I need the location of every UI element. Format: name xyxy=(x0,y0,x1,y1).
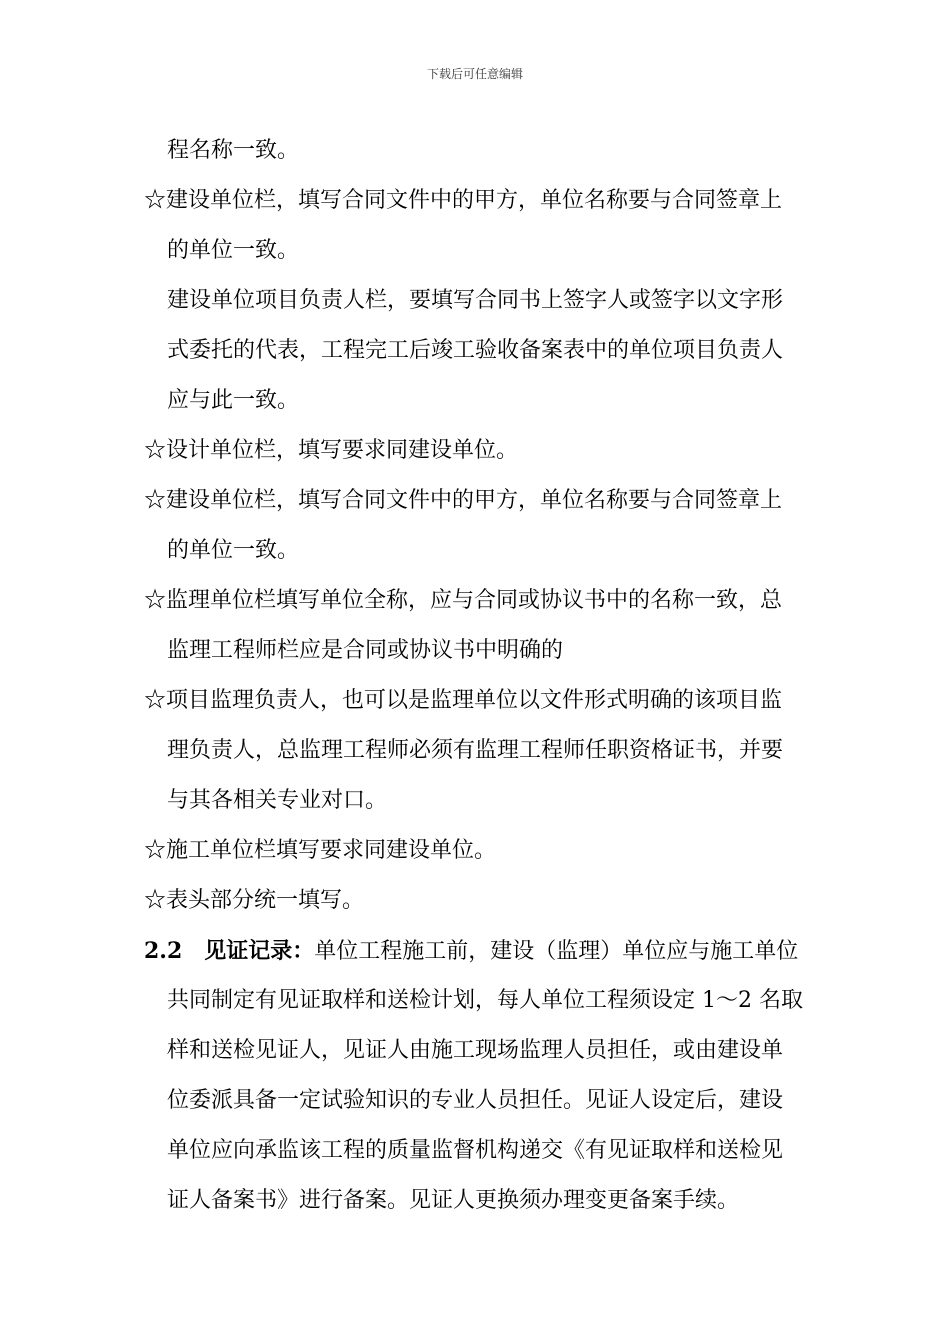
text-line: 监理工程师栏应是合同或协议书中明确的 xyxy=(167,638,564,663)
section-text-line: 共同制定有见证取样和送检计划，每人单位工程须设定 1～2 名取 xyxy=(167,988,803,1013)
page-header: 下载后可任意编辑 xyxy=(426,67,523,81)
section-title: 见证记录： xyxy=(204,938,315,964)
section-heading-line xyxy=(144,934,798,968)
text-line: 式委托的代表，工程完工后竣工验收备案表中的单位项目负责人 xyxy=(167,338,784,363)
bullet-line: ☆建设单位栏，填写合同文件中的甲方，单位名称要与合同签章上 xyxy=(144,188,783,213)
text-line: 建设单位项目负责人栏，要填写合同书上签字人或签字以文字形 xyxy=(167,288,784,313)
text-line: 与其各相关专业对口。 xyxy=(167,788,388,813)
section-number: 2.2 xyxy=(144,938,183,964)
bullet-line: ☆设计单位栏，填写要求同建设单位。 xyxy=(144,438,519,463)
bullet-line: ☆项目监理负责人，也可以是监理单位以文件形式明确的该项目监 xyxy=(144,688,783,713)
bullet-line: ☆施工单位栏填写要求同建设单位。 xyxy=(144,838,497,863)
text-line: 的单位一致。 xyxy=(167,238,300,263)
bullet-line: ☆建设单位栏，填写合同文件中的甲方，单位名称要与合同签章上 xyxy=(144,488,783,513)
section-text-line: 证人备案书》进行备案。见证人更换须办理变更备案手续。 xyxy=(167,1188,740,1213)
text-line: 的单位一致。 xyxy=(167,538,300,563)
text-line: 应与此一致。 xyxy=(167,388,300,413)
section-text-line: 位委派具备一定试验知识的专业人员担任。见证人设定后，建设 xyxy=(167,1088,784,1113)
text-line: 理负责人，总监理工程师必须有监理工程师任职资格证书，并要 xyxy=(167,738,784,763)
section-text-line: 单位应向承监该工程的质量监督机构递交《有见证取样和送检见 xyxy=(167,1138,784,1163)
bullet-line: ☆监理单位栏填写单位全称，应与合同或协议书中的名称一致，总 xyxy=(144,588,783,613)
bullet-line: ☆表头部分统一填写。 xyxy=(144,888,365,913)
text-line: 程名称一致。 xyxy=(167,138,300,163)
section-text-line: 样和送检见证人，见证人由施工现场监理人员担任，或由建设单 xyxy=(167,1038,784,1063)
section-first-line: 单位工程施工前，建设（监理）单位应与施工单位 xyxy=(314,939,799,964)
